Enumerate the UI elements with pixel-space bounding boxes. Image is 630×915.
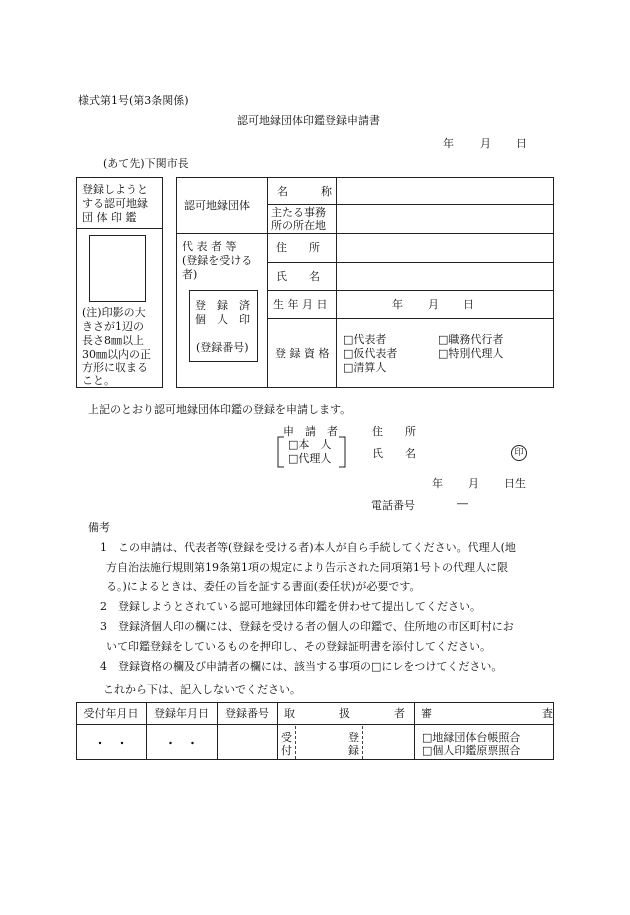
office-label-2: 所の所在地 — [271, 219, 326, 232]
org-label: 認可地縁団体 — [184, 199, 250, 212]
review-check-seal-record[interactable]: □個人印鑑原票照合 — [422, 744, 521, 757]
seal-note-3: 長さ8㎜以上 — [82, 334, 144, 347]
qualification-provisional[interactable]: □仮代表者 — [343, 347, 398, 360]
birth-day: 日 — [463, 298, 474, 311]
applicant-birth-day: 日生 — [504, 477, 526, 490]
seal-mark-icon: 印 — [511, 445, 527, 461]
registered-seal-label-2: 個 人 印 — [195, 313, 250, 326]
rep-name-label: 氏 名 — [276, 270, 320, 283]
col-registered-date: 登録年月日 — [154, 707, 209, 720]
note-line-5: 3 登録済個人印の欄には、登録を受ける者の個人の印鑑で、住所地の市区町村にお — [100, 620, 514, 633]
qualification-acting[interactable]: □職務代行者 — [438, 333, 504, 346]
seal-box-heading-3: 団 体 印 鑑 — [82, 211, 137, 224]
seal-impression-area[interactable] — [89, 235, 146, 302]
registered-seal-label-1: 登 録 済 — [195, 299, 250, 312]
col-handling: 取 扱 者 — [284, 707, 405, 720]
rep-address-value[interactable] — [340, 237, 550, 259]
note-line-4: 2 登録しようとされている認可地縁団体印鑑を併わせて提出してください。 — [100, 600, 481, 613]
application-statement: 上記のとおり認可地縁団体印鑑の登録を申請します。 — [88, 403, 352, 416]
birth-label: 生 年 月 日 — [273, 298, 328, 311]
seal-note-6: こと。 — [82, 374, 115, 387]
name-value[interactable] — [340, 181, 550, 201]
note-line-1: 1 この申請は、代表者等(登録を受ける者)本人が自ら手続してください。代理人(地 — [100, 541, 516, 554]
rep-label-1: 代 表 者 等 — [182, 240, 237, 253]
handling-received-label-1: 受 — [281, 731, 292, 744]
rep-address-label: 住 所 — [276, 241, 320, 254]
handling-registered-label-2: 録 — [348, 744, 359, 757]
right-bracket-icon — [338, 436, 346, 468]
name-label: 名 称 — [277, 185, 332, 198]
office-use-notice: これから下は、記入しないでください。 — [103, 683, 301, 696]
col-received-date: 受付年月日 — [83, 707, 139, 720]
form-number: 様式第1号(第3条関係) — [78, 94, 189, 107]
phone-dash: ― — [457, 497, 468, 510]
review-check-registry[interactable]: □地縁団体台帳照合 — [422, 731, 521, 744]
handling-registered-label-1: 登 — [348, 731, 359, 744]
left-bracket-icon — [277, 436, 285, 468]
notes-heading: 備考 — [88, 521, 110, 534]
reg-number-label: (登録番号) — [196, 341, 249, 354]
seal-note-4: 30㎜以内の正 — [82, 348, 151, 361]
date-day-label: 日 — [516, 137, 527, 150]
phone-label: 電話番号 — [371, 499, 415, 512]
handling-received-label-2: 付 — [281, 744, 292, 757]
form-title: 認可地縁団体印鑑登録申請書 — [237, 114, 380, 127]
applicant-address-label: 住 所 — [372, 425, 416, 438]
applicant-name-label: 氏 名 — [372, 447, 416, 460]
registered-date-value: ・ ・ — [165, 737, 198, 750]
applicant-agent-option[interactable]: □代理人 — [288, 452, 332, 465]
addressee: (あて先)下関市長 — [103, 157, 189, 170]
seal-note-5: 方形に収まる — [82, 361, 148, 374]
qualification-special-agent[interactable]: □特別代理人 — [438, 347, 504, 360]
received-date-value: ・ ・ — [94, 737, 128, 750]
note-line-6: いて印鑑登録をしているものを押印し、その登録証明書を添付してください。 — [106, 640, 491, 653]
qualification-liquidator[interactable]: □清算人 — [343, 361, 387, 374]
col-reg-number: 登録番号 — [225, 707, 269, 720]
note-line-3: る。)によるときは、委任の旨を証する書面(委任状)が必要です。 — [106, 580, 421, 593]
date-month-label: 月 — [480, 137, 491, 150]
note-line-2: 方自治法施行規則第19条第1項の規定により告示された同項第1号トの代理人に限 — [106, 561, 508, 574]
qualification-label: 登 録 資 格 — [275, 347, 330, 360]
applicant-label: 申 請 者 — [283, 425, 338, 438]
date-year-label: 年 — [443, 137, 454, 150]
rep-name-value[interactable] — [340, 266, 550, 287]
birth-month: 月 — [428, 298, 439, 311]
office-label-1: 主たる事務 — [271, 206, 326, 219]
office-value[interactable] — [340, 208, 550, 230]
applicant-birth-year: 年 — [432, 477, 443, 490]
birth-year: 年 — [392, 298, 403, 311]
col-review: 審 査 — [421, 707, 553, 720]
seal-box-heading-2: する認可地縁 — [82, 197, 148, 210]
seal-box-heading-1: 登録しようと — [82, 183, 148, 196]
qualification-representative[interactable]: □代表者 — [343, 333, 387, 346]
rep-label-3: 者) — [182, 268, 198, 281]
note-line-7: 4 登録資格の欄及び申請者の欄には、該当する事項の□にレをつけてください。 — [100, 660, 503, 673]
applicant-self-option[interactable]: □本 人 — [288, 438, 332, 451]
seal-note-2: きさが1辺の — [82, 320, 144, 333]
applicant-birth-month: 月 — [468, 477, 479, 490]
rep-label-2: (登録を受ける — [182, 254, 253, 267]
seal-note-1: (注)印影の大 — [82, 306, 146, 319]
